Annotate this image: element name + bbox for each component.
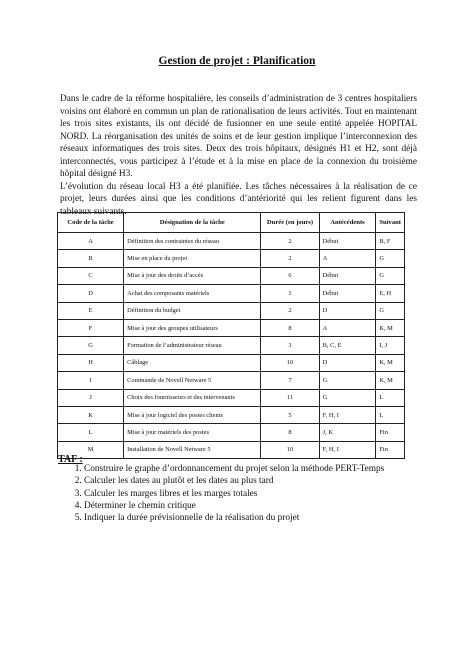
table-row: [58, 250, 405, 267]
table-row: [58, 285, 405, 302]
table-row: [58, 441, 405, 458]
header-antecedents: Antécédents: [319, 213, 376, 233]
table-row: [58, 302, 405, 319]
cell-code: K: [58, 406, 124, 423]
taf-heading: TAF :: [58, 454, 83, 465]
cell-code: E: [58, 302, 124, 319]
cell-designation: Mise à jour logiciel des postes clients: [124, 406, 261, 423]
table-row: [58, 389, 405, 406]
table-row: [58, 424, 405, 441]
cell-suivant: I, J: [376, 337, 405, 354]
cell-antecedents: D: [319, 302, 376, 319]
tasks-table: [57, 212, 405, 459]
cell-suivant: G: [376, 302, 405, 319]
cell-antecedents: Début: [319, 233, 376, 250]
cell-suivant: B, F: [376, 233, 405, 250]
cell-antecedents: Début: [319, 285, 376, 302]
intro-text: [60, 93, 417, 218]
list-item: 3. Calculer les marges libres et les marges totales: [84, 488, 444, 500]
cell-duree: 5: [261, 406, 319, 423]
header-designation: Désignation de la tâche: [124, 213, 261, 233]
cell-code: C: [58, 267, 124, 284]
cell-antecedents: G: [319, 389, 376, 406]
cell-designation: Câblage: [124, 354, 261, 371]
table-row: [58, 337, 405, 354]
cell-suivant: G: [376, 250, 405, 267]
cell-antecedents: F, H, I: [319, 406, 376, 423]
list-item: 2. Calculer les dates au plutôt et les dates au plus tard: [84, 475, 444, 487]
taf-list: [62, 463, 444, 524]
cell-duree: 10: [261, 441, 319, 458]
cell-duree: 11: [261, 389, 319, 406]
cell-code: F: [58, 319, 124, 336]
cell-designation: Définition des contraintes du réseau: [124, 233, 261, 250]
cell-designation: Choix des fournisseurs et des intervenants: [124, 389, 261, 406]
header-code: Code de la tâche: [58, 213, 124, 233]
table-row: [58, 267, 405, 284]
cell-code: D: [58, 285, 124, 302]
cell-duree: 10: [261, 354, 319, 371]
cell-suivant: E, H: [376, 285, 405, 302]
cell-code: H: [58, 354, 124, 371]
cell-code: A: [58, 233, 124, 250]
cell-suivant: Fin: [376, 441, 405, 458]
cell-suivant: G: [376, 267, 405, 284]
cell-code: B: [58, 250, 124, 267]
cell-antecedents: Début: [319, 267, 376, 284]
list-item: 1. Construire le graphe d’ordonnancement du projet selon la méthode PERT-Temps: [84, 463, 444, 475]
cell-suivant: L: [376, 389, 405, 406]
list-item: 4. Déterminer le chemin critique: [84, 500, 444, 512]
cell-antecedents: D: [319, 354, 376, 371]
cell-suivant: K, M: [376, 319, 405, 336]
cell-designation: Formation de l’administrateur réseau: [124, 337, 261, 354]
cell-designation: Mise à jour des groupes utilisateurs: [124, 319, 261, 336]
cell-duree: 1: [261, 285, 319, 302]
cell-antecedents: A: [319, 250, 376, 267]
cell-duree: 2: [261, 250, 319, 267]
cell-designation: Mise à jour matériels des postes: [124, 424, 261, 441]
cell-designation: Installation de Novell Netware 5: [124, 441, 261, 458]
list-item: 5. Indiquer la durée prévisionnelle de la réalisation du projet: [84, 512, 444, 524]
cell-duree: 7: [261, 372, 319, 389]
cell-antecedents: G: [319, 372, 376, 389]
cell-code: L: [58, 424, 124, 441]
intro-paragraph-1: Dans le cadre de la réforme hospitalière, les conseils d’administration de 3 centres hospitaliers voisins ont élaboré en commun un plan de rationalisation de leurs activités. Tout en maintenant les trois sites existants, ils ont décidé de fusionner en une seule entité appelée HOPITAL NORD. La réorganisation des unités de soins et de leur gestion implique l’interconnexion des réseaux informatiques des trois sites. Deux des trois hôpitaux, désignés H1 et H2, sont déjà interconnectés, vous participez à l’étude et à la mise en place de la connexion du troisième hôpital désigné H3.: [60, 94, 417, 179]
cell-code: M: [58, 441, 124, 458]
table-header-row: [58, 213, 405, 233]
intro-paragraph-2: L’évolution du réseau local H3 a été planifiée. Les tâches nécessaires à la réalisation de ce projet, leurs durées ainsi que les conditions d’antériorité qui les relient figurent dans les tableaux suivants.: [60, 181, 417, 217]
cell-antecedents: J, K: [319, 424, 376, 441]
cell-duree: 8: [261, 424, 319, 441]
page-title: Gestion de projet : Planification: [158, 55, 316, 67]
cell-duree: 2: [261, 302, 319, 319]
table-row: [58, 406, 405, 423]
cell-antecedents: F, H, I: [319, 441, 376, 458]
cell-antecedents: A: [319, 319, 376, 336]
cell-antecedents: B, C, E: [319, 337, 376, 354]
cell-duree: 6: [261, 267, 319, 284]
header-suivant: Suivant: [376, 213, 405, 233]
cell-duree: 3: [261, 337, 319, 354]
cell-designation: Mise à jour des droits d’accès: [124, 267, 261, 284]
table-row: [58, 233, 405, 250]
cell-duree: 2: [261, 233, 319, 250]
cell-designation: Mise en place du projet: [124, 250, 261, 267]
cell-suivant: Fin: [376, 424, 405, 441]
cell-designation: Définition du budget: [124, 302, 261, 319]
header-duree: Durée (en jours): [261, 213, 319, 233]
cell-code: I: [58, 372, 124, 389]
cell-designation: Achat des composants matériels: [124, 285, 261, 302]
cell-suivant: K, M: [376, 354, 405, 371]
cell-designation: Commande de Novell Netware 5: [124, 372, 261, 389]
table-row: [58, 354, 405, 371]
cell-code: G: [58, 337, 124, 354]
table-row: [58, 372, 405, 389]
cell-suivant: L: [376, 406, 405, 423]
table-row: [58, 319, 405, 336]
cell-code: J: [58, 389, 124, 406]
cell-duree: 8: [261, 319, 319, 336]
cell-suivant: K, M: [376, 372, 405, 389]
